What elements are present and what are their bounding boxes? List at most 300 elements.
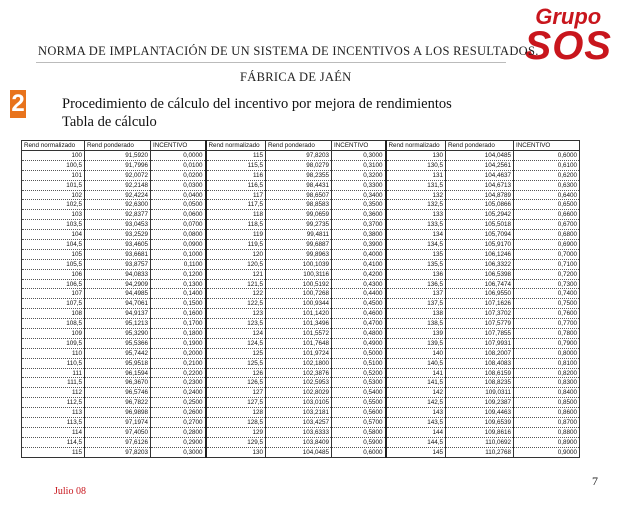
table-cell: 95,9518: [85, 358, 151, 368]
table-cell: 107,7855: [446, 329, 514, 339]
table-cell: 128,5: [206, 418, 266, 428]
table-cell: 93,8757: [85, 259, 151, 269]
table-cell: 124: [206, 329, 266, 339]
table-cell: 135: [386, 249, 446, 259]
table-cell: 105,9170: [446, 240, 514, 250]
table-cell: 0,0300: [151, 180, 206, 190]
table-cell: 107,5: [22, 299, 85, 309]
table-cell: 0,4800: [332, 329, 386, 339]
table-cell: 125: [206, 348, 266, 358]
table-cell: 110: [22, 348, 85, 358]
table-cell: 104: [22, 230, 85, 240]
table-cell: 0,6300: [514, 180, 580, 190]
table-cell: 103,5: [22, 220, 85, 230]
table-cell: 0,8900: [514, 437, 580, 447]
section-title: Procedimiento de cálculo del incentivo por mejora de rendimientos: [62, 96, 452, 112]
table-cell: 139: [386, 329, 446, 339]
table-cell: 109,4463: [446, 408, 514, 418]
table-row: [22, 319, 580, 329]
table-cell: 118: [206, 210, 266, 220]
column-header: Rend ponderado: [85, 141, 151, 151]
table-cell: 0,4100: [332, 259, 386, 269]
table-cell: 123: [206, 309, 266, 319]
table-row: [22, 289, 580, 299]
table-cell: 0,2800: [151, 427, 206, 437]
table-cell: 0,6000: [514, 151, 580, 161]
table-cell: 0,2000: [151, 348, 206, 358]
column-header: INCENTIVO: [151, 141, 206, 151]
table-cell: 104,0485: [266, 447, 332, 457]
table-row: [22, 408, 580, 418]
table-cell: 93,2529: [85, 230, 151, 240]
table-cell: 0,3500: [332, 200, 386, 210]
table-cell: 0,2200: [151, 368, 206, 378]
table-cell: 0,8200: [514, 368, 580, 378]
table-cell: 110,2768: [446, 447, 514, 457]
table-cell: 0,2700: [151, 418, 206, 428]
table-cell: 0,1300: [151, 279, 206, 289]
table-cell: 0,0100: [151, 160, 206, 170]
table-cell: 133: [386, 210, 446, 220]
table-cell: 102,5: [22, 200, 85, 210]
table-cell: 101,1420: [266, 309, 332, 319]
table-cell: 92,8377: [85, 210, 151, 220]
table-row: [22, 220, 580, 230]
table-cell: 142: [386, 388, 446, 398]
table-cell: 108,6159: [446, 368, 514, 378]
table-cell: 140,5: [386, 358, 446, 368]
table-cell: 97,8203: [266, 151, 332, 161]
table-cell: 0,5000: [332, 348, 386, 358]
table-cell: 101,3496: [266, 319, 332, 329]
table-cell: 106,3322: [446, 259, 514, 269]
table-cell: 118,5: [206, 220, 266, 230]
table-cell: 134: [386, 230, 446, 240]
table-cell: 143: [386, 408, 446, 418]
column-header: Rend ponderado: [266, 141, 332, 151]
table-cell: 103,2181: [266, 408, 332, 418]
table-cell: 92,2148: [85, 180, 151, 190]
table-cell: 0,2100: [151, 358, 206, 368]
table-cell: 0,2600: [151, 408, 206, 418]
table-cell: 122,5: [206, 299, 266, 309]
table-cell: 139,5: [386, 338, 446, 348]
column-header: INCENTIVO: [332, 141, 386, 151]
table-cell: 98,0279: [266, 160, 332, 170]
table-cell: 104,2561: [446, 160, 514, 170]
table-cell: 137,5: [386, 299, 446, 309]
table-row: [22, 269, 580, 279]
table-cell: 117,5: [206, 200, 266, 210]
page-number: 7: [592, 474, 598, 488]
table-cell: 109,2387: [446, 398, 514, 408]
table-row: [22, 338, 580, 348]
table-cell: 128: [206, 408, 266, 418]
table-cell: 104,4637: [446, 170, 514, 180]
table-cell: 115,5: [206, 160, 266, 170]
table-cell: 0,8300: [514, 378, 580, 388]
table-cell: 116: [206, 170, 266, 180]
table-cell: 0,0400: [151, 190, 206, 200]
table-cell: 0,6700: [514, 220, 580, 230]
table-cell: 109,8616: [446, 427, 514, 437]
table-cell: 97,6126: [85, 437, 151, 447]
column-header: Rend normalizado: [206, 141, 266, 151]
table-cell: 108: [22, 309, 85, 319]
table-cell: 0,8100: [514, 358, 580, 368]
table-cell: 99,4811: [266, 230, 332, 240]
table-cell: 0,5500: [332, 398, 386, 408]
table-cell: 94,2909: [85, 279, 151, 289]
table-cell: 98,4431: [266, 180, 332, 190]
table-cell: 112: [22, 388, 85, 398]
table-cell: 0,5900: [332, 437, 386, 447]
table-cell: 133,5: [386, 220, 446, 230]
table-cell: 103,4257: [266, 418, 332, 428]
table-cell: 0,1400: [151, 289, 206, 299]
table-cell: 102: [22, 190, 85, 200]
table-cell: 0,1200: [151, 269, 206, 279]
table-cell: 100,5: [22, 160, 85, 170]
table-cell: 103,0105: [266, 398, 332, 408]
table-cell: 0,0200: [151, 170, 206, 180]
table-cell: 106,9550: [446, 289, 514, 299]
table-cell: 0,3400: [332, 190, 386, 200]
table-cell: 0,3200: [332, 170, 386, 180]
table-cell: 141: [386, 368, 446, 378]
table-body: [22, 151, 580, 458]
logo-line-1: Grupo: [535, 4, 602, 29]
table-cell: 101: [22, 170, 85, 180]
table-cell: 94,7061: [85, 299, 151, 309]
table-row: [22, 210, 580, 220]
table-row: [22, 230, 580, 240]
table-cell: 107,3702: [446, 309, 514, 319]
table-cell: 144: [386, 427, 446, 437]
table-cell: 102,3876: [266, 368, 332, 378]
table-cell: 95,7442: [85, 348, 151, 358]
table-cell: 0,6400: [514, 190, 580, 200]
table-cell: 109,0311: [446, 388, 514, 398]
table-cell: 113,5: [22, 418, 85, 428]
column-header: Rend normalizado: [22, 141, 85, 151]
logo-line-2: SOS: [524, 24, 612, 68]
table-cell: 0,4200: [332, 269, 386, 279]
table-cell: 0,5600: [332, 408, 386, 418]
table-row: [22, 180, 580, 190]
table-row: [22, 437, 580, 447]
table-cell: 103,6333: [266, 427, 332, 437]
table-cell: 0,4000: [332, 249, 386, 259]
table-cell: 100,9344: [266, 299, 332, 309]
table-cell: 94,4985: [85, 289, 151, 299]
table-cell: 144,5: [386, 437, 446, 447]
table-cell: 131,5: [386, 180, 446, 190]
table-cell: 126: [206, 368, 266, 378]
table-cell: 120: [206, 249, 266, 259]
table-cell: 142,5: [386, 398, 446, 408]
table-cell: 0,4900: [332, 338, 386, 348]
table-cell: 0,7000: [514, 249, 580, 259]
table-cell: 116,5: [206, 180, 266, 190]
table-cell: 96,1594: [85, 368, 151, 378]
table-cell: 0,0500: [151, 200, 206, 210]
table-row: [22, 358, 580, 368]
table-cell: 0,4700: [332, 319, 386, 329]
table-cell: 104,8789: [446, 190, 514, 200]
table-cell: 105: [22, 249, 85, 259]
document-subtitle: FÁBRICA DE JAÉN: [240, 70, 352, 84]
table-cell: 108,5: [22, 319, 85, 329]
table-cell: 0,3700: [332, 220, 386, 230]
table-cell: 109: [22, 329, 85, 339]
table-cell: 104,5: [22, 240, 85, 250]
table-cell: 93,6681: [85, 249, 151, 259]
table-cell: 0,1000: [151, 249, 206, 259]
table-cell: 0,6600: [514, 210, 580, 220]
table-cell: 0,2900: [151, 437, 206, 447]
table-cell: 0,8800: [514, 427, 580, 437]
table-cell: 126,5: [206, 378, 266, 388]
table-cell: 103: [22, 210, 85, 220]
table-cell: 119,5: [206, 240, 266, 250]
table-cell: 138,5: [386, 319, 446, 329]
table-cell: 0,8400: [514, 388, 580, 398]
table-cell: 131: [386, 170, 446, 180]
table-row: [22, 398, 580, 408]
table-row: [22, 329, 580, 339]
table-cell: 141,5: [386, 378, 446, 388]
table-row: [22, 279, 580, 289]
table-cell: 100: [22, 151, 85, 161]
table-cell: 0,4400: [332, 289, 386, 299]
table-cell: 129: [206, 427, 266, 437]
table-cell: 0,0900: [151, 240, 206, 250]
table-row: [22, 190, 580, 200]
table-cell: 102,5953: [266, 378, 332, 388]
table-cell: 105,7094: [446, 230, 514, 240]
table-cell: 0,0000: [151, 151, 206, 161]
table-cell: 0,8000: [514, 348, 580, 358]
table-cell: 127: [206, 388, 266, 398]
table-cell: 121,5: [206, 279, 266, 289]
table-cell: 0,7800: [514, 329, 580, 339]
table-cell: 100,7268: [266, 289, 332, 299]
table-cell: 93,0453: [85, 220, 151, 230]
table-cell: 119: [206, 230, 266, 240]
table-row: [22, 200, 580, 210]
table-cell: 106,5: [22, 279, 85, 289]
table-cell: 108,4083: [446, 358, 514, 368]
table-cell: 0,3300: [332, 180, 386, 190]
table-row: [22, 160, 580, 170]
table-cell: 0,6900: [514, 240, 580, 250]
table-cell: 0,6200: [514, 170, 580, 180]
table-cell: 113: [22, 408, 85, 418]
table-cell: 98,8583: [266, 200, 332, 210]
table-cell: 143,5: [386, 418, 446, 428]
table-cell: 99,6887: [266, 240, 332, 250]
table-row: [22, 447, 580, 457]
table-cell: 140: [386, 348, 446, 358]
table-cell: 0,1800: [151, 329, 206, 339]
table-cell: 110,5: [22, 358, 85, 368]
table-cell: 94,9137: [85, 309, 151, 319]
table-cell: 0,7600: [514, 309, 580, 319]
table-cell: 112,5: [22, 398, 85, 408]
table-cell: 120,5: [206, 259, 266, 269]
table-cell: 0,5200: [332, 368, 386, 378]
table-cell: 0,7500: [514, 299, 580, 309]
table-cell: 96,5746: [85, 388, 151, 398]
table-cell: 124,5: [206, 338, 266, 348]
table-row: [22, 259, 580, 269]
section-number-badge: 2: [11, 90, 25, 117]
table-cell: 105,2942: [446, 210, 514, 220]
table-cell: 0,1100: [151, 259, 206, 269]
table-cell: 130,5: [386, 160, 446, 170]
table-cell: 136: [386, 269, 446, 279]
table-cell: 104,0485: [446, 151, 514, 161]
table-cell: 0,6500: [514, 200, 580, 210]
table-cell: 0,6000: [332, 447, 386, 457]
table-row: [22, 427, 580, 437]
table-cell: 0,0800: [151, 230, 206, 240]
table-cell: 0,7400: [514, 289, 580, 299]
table-cell: 0,0600: [151, 210, 206, 220]
header-divider: [36, 62, 506, 63]
table-cell: 0,5400: [332, 388, 386, 398]
table-cell: 0,3000: [151, 447, 206, 457]
table-row: [22, 388, 580, 398]
table-cell: 105,0866: [446, 200, 514, 210]
table-cell: 104,6713: [446, 180, 514, 190]
table-cell: 123,5: [206, 319, 266, 329]
table-cell: 97,8203: [85, 447, 151, 457]
table-cell: 138: [386, 309, 446, 319]
table-cell: 95,1213: [85, 319, 151, 329]
column-header: INCENTIVO: [514, 141, 580, 151]
table-cell: 99,0659: [266, 210, 332, 220]
table-cell: 0,1900: [151, 338, 206, 348]
table-cell: 92,4224: [85, 190, 151, 200]
table-cell: 106,1246: [446, 249, 514, 259]
document-title: NORMA DE IMPLANTACIÓN DE UN SISTEMA DE INCENTIVOS A LOS RESULTADOS.: [38, 44, 539, 58]
table-cell: 136,5: [386, 279, 446, 289]
table-cell: 95,3290: [85, 329, 151, 339]
table-cell: 114: [22, 427, 85, 437]
table-cell: 132,5: [386, 200, 446, 210]
table-row: [22, 151, 580, 161]
table-cell: 137: [386, 289, 446, 299]
table-cell: 0,5800: [332, 427, 386, 437]
table-cell: 0,3000: [332, 151, 386, 161]
table-cell: 101,5572: [266, 329, 332, 339]
table-cell: 92,0072: [85, 170, 151, 180]
table-cell: 105,5018: [446, 220, 514, 230]
table-cell: 107,9931: [446, 338, 514, 348]
table-cell: 111,5: [22, 378, 85, 388]
table-cell: 0,4500: [332, 299, 386, 309]
table-cell: 100,3116: [266, 269, 332, 279]
table-cell: 0,2500: [151, 398, 206, 408]
table-caption: Tabla de cálculo: [62, 114, 157, 130]
table-cell: 102,1800: [266, 358, 332, 368]
table-cell: 106: [22, 269, 85, 279]
table-cell: 0,1500: [151, 299, 206, 309]
table-cell: 102,8029: [266, 388, 332, 398]
table-cell: 95,5366: [85, 338, 151, 348]
table-row: [22, 348, 580, 358]
table-cell: 107: [22, 289, 85, 299]
table-cell: 109,6539: [446, 418, 514, 428]
table-cell: 0,3900: [332, 240, 386, 250]
table-header-row: [22, 141, 580, 151]
table-cell: 130: [206, 447, 266, 457]
table-cell: 0,5300: [332, 378, 386, 388]
table-cell: 97,1974: [85, 418, 151, 428]
table-cell: 0,3800: [332, 230, 386, 240]
table-cell: 109,5: [22, 338, 85, 348]
table-cell: 0,9000: [514, 447, 580, 457]
table-cell: 101,7648: [266, 338, 332, 348]
table-cell: 0,4600: [332, 309, 386, 319]
table-cell: 96,9898: [85, 408, 151, 418]
table-cell: 0,7200: [514, 269, 580, 279]
table-cell: 101,5: [22, 180, 85, 190]
table-cell: 115: [22, 447, 85, 457]
table-row: [22, 418, 580, 428]
table-cell: 121: [206, 269, 266, 279]
table-cell: 100,1039: [266, 259, 332, 269]
table-cell: 122: [206, 289, 266, 299]
table-cell: 97,4050: [85, 427, 151, 437]
table-cell: 91,7996: [85, 160, 151, 170]
table-cell: 0,7700: [514, 319, 580, 329]
table-cell: 0,7300: [514, 279, 580, 289]
table-row: [22, 309, 580, 319]
table-cell: 0,6800: [514, 230, 580, 240]
table-row: [22, 299, 580, 309]
table-cell: 105,5: [22, 259, 85, 269]
table-cell: 129,5: [206, 437, 266, 447]
table-cell: 106,7474: [446, 279, 514, 289]
table-cell: 0,8600: [514, 408, 580, 418]
table-cell: 125,5: [206, 358, 266, 368]
table-row: [22, 249, 580, 259]
table-cell: 96,7822: [85, 398, 151, 408]
table-cell: 108,2007: [446, 348, 514, 358]
table-cell: 92,6300: [85, 200, 151, 210]
table-cell: 0,0700: [151, 220, 206, 230]
table-cell: 98,2355: [266, 170, 332, 180]
table-cell: 134,5: [386, 240, 446, 250]
column-header: Rend ponderado: [446, 141, 514, 151]
table-cell: 0,5700: [332, 418, 386, 428]
table-cell: 111: [22, 368, 85, 378]
table-cell: 115: [206, 151, 266, 161]
table-row: [22, 170, 580, 180]
table-cell: 0,3100: [332, 160, 386, 170]
table-cell: 0,2400: [151, 388, 206, 398]
table-cell: 103,8409: [266, 437, 332, 447]
table-cell: 0,3600: [332, 210, 386, 220]
table-cell: 0,4300: [332, 279, 386, 289]
table-cell: 114,5: [22, 437, 85, 447]
table-cell: 132: [386, 190, 446, 200]
table-row: [22, 378, 580, 388]
table-cell: 96,3670: [85, 378, 151, 388]
